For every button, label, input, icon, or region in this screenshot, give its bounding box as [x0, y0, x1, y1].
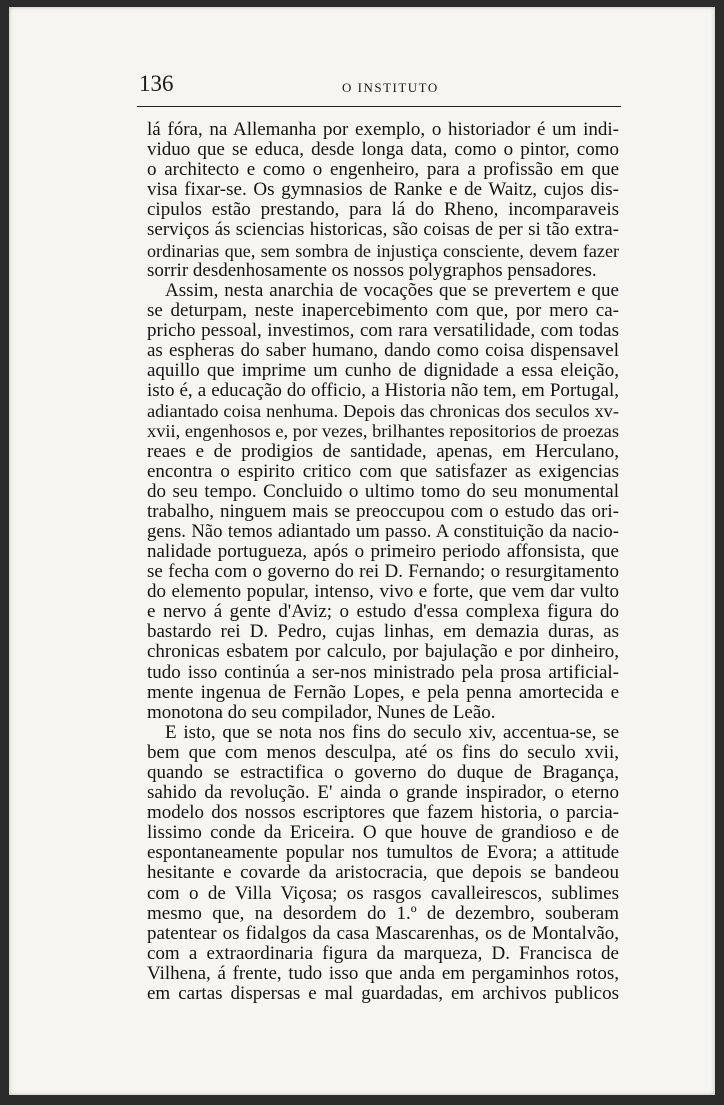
- page-header: [134, 71, 620, 101]
- text-line: modelo dos nossos escriptores que fazem historia, o parcia-: [147, 803, 619, 824]
- text-line: pricho pessoal, investimos, com rara versatilidade, com todas: [147, 320, 619, 341]
- text-line: E isto, que se nota nos fins do seculo xiv, accentua-se, se: [165, 722, 619, 743]
- text-line: lá fóra, na Allemanha por exemplo, o historiador é um indi-: [147, 120, 619, 140]
- text-line: Assim, nesta anarchia de vocações que se prevertem e que: [165, 280, 619, 301]
- text-line: com a extraordinaria figura da marqueza, D. Francisca de: [147, 943, 619, 964]
- text-line: nalidade portugueza, após o primeiro periodo affonsista, que: [147, 541, 619, 562]
- text-line: bem que com menos desculpa, até os fins do seculo xvii,: [147, 742, 619, 763]
- text-line: cipulos estão prestando, para lá do Rheno, incomparaveis: [147, 200, 619, 221]
- text-line: do seu tempo. Concluido o ultimo tomo do seu monumental: [147, 481, 619, 502]
- text-line: ordinarias que, sem sombra de injustiça consciente, devem fazer: [147, 240, 619, 261]
- text-line: se deturpam, neste inapercebimento com que, por mero ca-: [147, 300, 619, 321]
- text-line: do elemento popular, intenso, vivo e forte, que vem dar vulto: [147, 582, 619, 603]
- text-line: aquillo que imprime um cunho de dignidade a essa eleição,: [147, 361, 619, 382]
- header-rule: [137, 106, 621, 107]
- text-line: chronicas esbatem por calculo, por bajulação e por dinheiro,: [147, 642, 619, 663]
- text-line: o architecto e como o engenheiro, para a profissão em que: [147, 160, 619, 181]
- page-number: 136: [139, 71, 174, 96]
- text-line: com o de Villa Viçosa; os rasgos cavalleirescos, sublimes: [147, 883, 619, 904]
- text-line: monotona do seu compilador, Nunes de Leão.: [147, 702, 496, 723]
- text-line: visa fixar-se. Os gymnasios de Ranke e de Waitz, cujos dis-: [147, 180, 619, 201]
- text-line: adiantado coisa nenhuma. Depois das chronicas dos seculos xv-: [147, 401, 619, 422]
- text-line: trabalho, ninguem mais se preoccupou com o estudo das ori-: [147, 501, 619, 522]
- text-line: se fecha com o governo do rei D. Fernando; o resurgitamento: [147, 562, 619, 583]
- text-line: espontaneamente popular nos tumultos de Evora; a attitude: [147, 843, 619, 864]
- text-line: quando se estractifica o governo do duque de Bragança,: [147, 763, 619, 783]
- text-line: bastardo rei D. Pedro, cujas linhas, em demazia duras, as: [147, 622, 619, 643]
- body-text: [147, 120, 619, 1004]
- text-line: em cartas dispersas e mal guardadas, em archivos publicos: [147, 984, 619, 1005]
- text-line: xvii, engenhosos e, por vezes, brilhantes repositorios de proezas: [147, 421, 619, 442]
- text-line: mesmo que, na desordem do 1.º de dezembro, souberam: [147, 903, 619, 924]
- text-line: encontra o espirito critico com que satisfazer as exigencias: [147, 461, 619, 482]
- text-line: as espheras do saber humano, dando como coisa dispensavel: [147, 341, 619, 362]
- text-line: serviços ás sciencias historicas, são coisas de per si tão extra-: [147, 220, 619, 241]
- text-line: e nervo á gente d'Aviz; o estudo d'essa complexa figura do: [147, 602, 619, 623]
- text-line: hesitante e covarde da aristocracia, que depois se bandeou: [147, 863, 619, 884]
- text-line: viduo que se educa, desde longa data, como o pintor, como: [147, 140, 619, 161]
- text-line: gens. Não temos adiantado um passo. A constituição da nacio-: [147, 521, 619, 542]
- text-line: lissimo conde da Ericeira. O que houve de grandioso e de: [147, 823, 619, 844]
- text-line: tudo isso continúa a ser-nos ministrado pela prosa artificial-: [147, 662, 619, 683]
- text-line: Vilhena, á frente, tudo isso que anda em pergaminhos rotos,: [147, 963, 619, 984]
- text-line: reaes e de prodigios de santidade, apenas, em Herculano,: [147, 441, 619, 462]
- text-line: patentear os fidalgos da casa Mascarenhas, os de Montalvão,: [147, 923, 619, 944]
- text-line: isto é, a educação do officio, a Historia não tem, em Portugal,: [147, 381, 619, 402]
- text-line: sorrir desdenhosamente os nossos polygraphos pensadores.: [147, 260, 597, 281]
- running-title: O INSTITUTO: [342, 80, 439, 95]
- text-line: mente ingenua de Fernão Lopes, e pela penna amortecida e: [147, 682, 619, 703]
- text-line: sahido da revolução. E' ainda o grande inspirador, o eterno: [147, 783, 619, 804]
